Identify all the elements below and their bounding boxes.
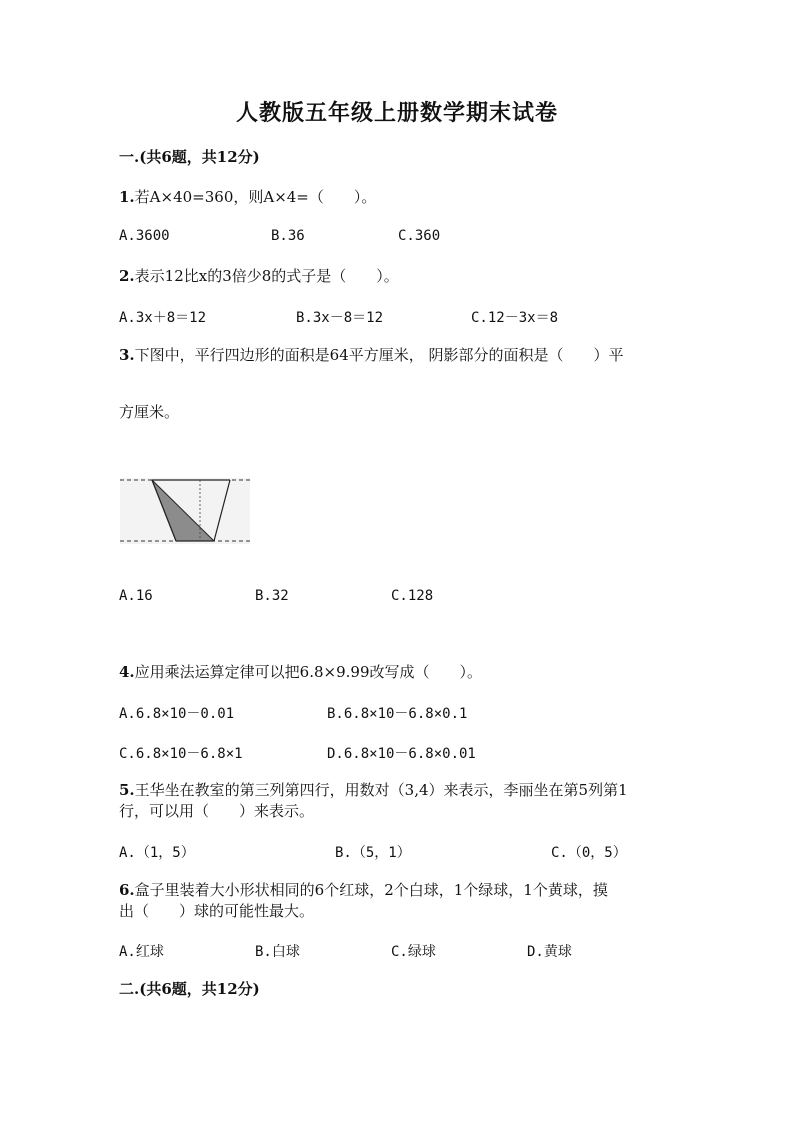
parallelogram-diagram: [118, 474, 252, 548]
option-c[interactable]: C.128: [391, 588, 434, 604]
option-d[interactable]: D.黄球: [527, 944, 572, 960]
option-b[interactable]: B.3x－8＝12: [296, 310, 384, 326]
question-6: [119, 879, 608, 901]
option-c[interactable]: C.（0，5）: [551, 845, 627, 861]
option-a[interactable]: A.（1，5）: [119, 845, 195, 861]
question-text-line1: 盒子里装着大小形状相同的6个红球，2个白球，1个绿球，1个黄球，摸: [134, 881, 608, 899]
parallelogram-figure: [118, 474, 252, 548]
question-number: 2.: [119, 267, 135, 285]
option-a[interactable]: A.3600: [119, 228, 170, 244]
option-c[interactable]: C.6.8×10－6.8×1: [119, 746, 243, 762]
question-6-continued: [119, 900, 314, 922]
question-text: 表示12比x的3倍少8的式子是（ ）。: [134, 267, 399, 285]
question-number: 1.: [119, 188, 135, 206]
question-5-continued: [119, 800, 314, 822]
question-text-line2: 出（ ）球的可能性最大。: [119, 902, 315, 920]
question-text-line2: 方厘米。: [119, 403, 180, 421]
section-heading-1: 一.(共6题，共12分): [119, 148, 260, 166]
question-number: 3.: [119, 346, 135, 364]
question-2: [119, 265, 399, 287]
question-number: 6.: [119, 881, 135, 899]
question-text-line1: 下图中，平行四边形的面积是64平方厘米， 阴影部分的面积是（ ）平: [134, 346, 624, 364]
option-b[interactable]: B.32: [255, 588, 289, 604]
section-heading-2: 二.(共6题，共12分): [119, 980, 260, 998]
option-b[interactable]: B.白球: [255, 944, 300, 960]
option-a[interactable]: A.16: [119, 588, 153, 604]
option-c[interactable]: C.12－3x＝8: [471, 310, 559, 326]
option-b[interactable]: B.36: [271, 228, 305, 244]
question-5: [119, 779, 628, 801]
question-number: 4.: [119, 663, 135, 681]
question-number: 5.: [119, 781, 135, 799]
option-d[interactable]: D.6.8×10－6.8×0.01: [327, 746, 476, 762]
option-a[interactable]: A.6.8×10－0.01: [119, 706, 235, 722]
question-text-line1: 王华坐在教室的第三列第四行，用数对（3,4）来表示，李丽坐在第5列第1: [134, 781, 628, 799]
option-c[interactable]: C.绿球: [391, 944, 436, 960]
option-b[interactable]: B.（5，1）: [335, 845, 411, 861]
question-text: 若A×40=360，则A×4=（ ）。: [134, 188, 377, 206]
option-b[interactable]: B.6.8×10－6.8×0.1: [327, 706, 468, 722]
option-c[interactable]: C.360: [398, 228, 441, 244]
question-4: [119, 661, 482, 683]
question-text: 应用乘法运算定律可以把6.8×9.99改写成（ ）。: [134, 663, 482, 681]
question-text-line2: 行，可以用（ ）来表示。: [119, 802, 315, 820]
page-title: 人教版五年级上册数学期末试卷: [235, 100, 558, 126]
option-a[interactable]: A.红球: [119, 944, 164, 960]
question-1: [119, 186, 376, 208]
option-a[interactable]: A.3x＋8＝12: [119, 310, 207, 326]
question-3-continued: [119, 401, 179, 423]
question-3: [119, 344, 624, 366]
